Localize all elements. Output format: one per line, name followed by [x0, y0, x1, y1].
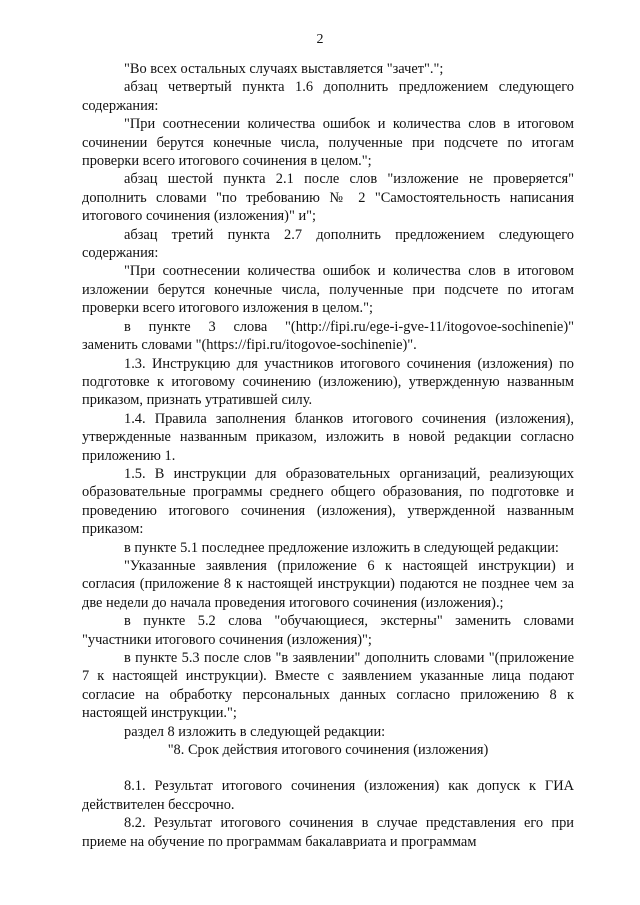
paragraph: в пункте 3 слова "(http://fipi.ru/ege-i-gve-11/itogovoe-sochinenie)" заменить словами "(https://fipi.ru/itogovoe-sochinenie)". — [82, 318, 574, 354]
paragraph: абзац четвертый пункта 1.6 дополнить предложением следующего содержания: — [82, 79, 574, 114]
page-number: 2 — [316, 32, 324, 47]
paragraph: "При соотнесении количества ошибок и количества слов в итоговом изложении берутся конечные числа, полученные при подсчете по итогам проверки всего итогового изложения в целом."; — [82, 263, 574, 317]
paragraph: 8.2. Результат итогового сочинения в случае представления его при приеме на обучение по программам бакалавриата и программам — [82, 815, 574, 850]
paragraph: "Во всех остальных случаях выставляется "зачет"."; — [124, 61, 444, 77]
paragraph: раздел 8 изложить в следующей редакции: — [124, 723, 386, 740]
paragraph: "При соотнесении количества ошибок и количества слов в итоговом сочинении берутся конечные числа, полученные при подсчете по итогам проверки всего итогового сочинения в целом."; — [82, 116, 574, 170]
paragraph: абзац третий пункта 2.7 дополнить предложением следующего содержания: — [82, 226, 574, 262]
paragraph: 1.3. Инструкцию для участников итогового сочинения (изложения) по подготовке к итоговому сочинению (изложению), утвержденную названным приказом, признать утратившей силу. — [82, 355, 574, 409]
paragraph: 1.5. В инструкции для образовательных организаций, реализующих образовательные программы среднего общего образования, по подготовке и проведению итогового сочинения (изложения), утвержденной названным приказом: — [82, 465, 574, 538]
paragraph: "Указанные заявления (приложение 6 к настоящей инструкции) и согласия (приложение 8 к настоящей инструкции) подаются не позднее чем за две недели до начала проведения итогового сочинения (изложения).; — [82, 557, 574, 611]
paragraph: 1.4. Правила заполнения бланков итогового сочинения (изложения), утвержденные названным приказом, изложить в новой редакции согласно приложению 1. — [82, 410, 574, 464]
paragraph: в пункте 5.3 после слов "в заявлении" дополнить словами "(приложение 7 к настоящей инструкции). Вместе с заявлением указанные лица подают согласие на обработку персональных данных согласно приложению 8 к настоящей инструкции."; — [82, 650, 574, 722]
paragraph: в пункте 5.2 слова "обучающиеся, экстерны" заменить словами "участники итогового сочинения (изложения)"; — [82, 613, 574, 648]
paragraph: в пункте 5.1 последнее предложение изложить в следующей редакции: — [124, 539, 559, 556]
paragraph: 8.1. Результат итогового сочинения (изложения) как допуск к ГИА действителен бессрочно. — [82, 778, 574, 813]
paragraph: абзац шестой пункта 2.1 после слов "изложение не проверяется" дополнить словами "по требованию № 2 "Самостоятельность написания итогового сочинения (изложения)" и"; — [82, 171, 574, 225]
body-text — [82, 60, 574, 851]
section-heading: "8. Срок действия итогового сочинения (изложения) — [167, 742, 489, 759]
